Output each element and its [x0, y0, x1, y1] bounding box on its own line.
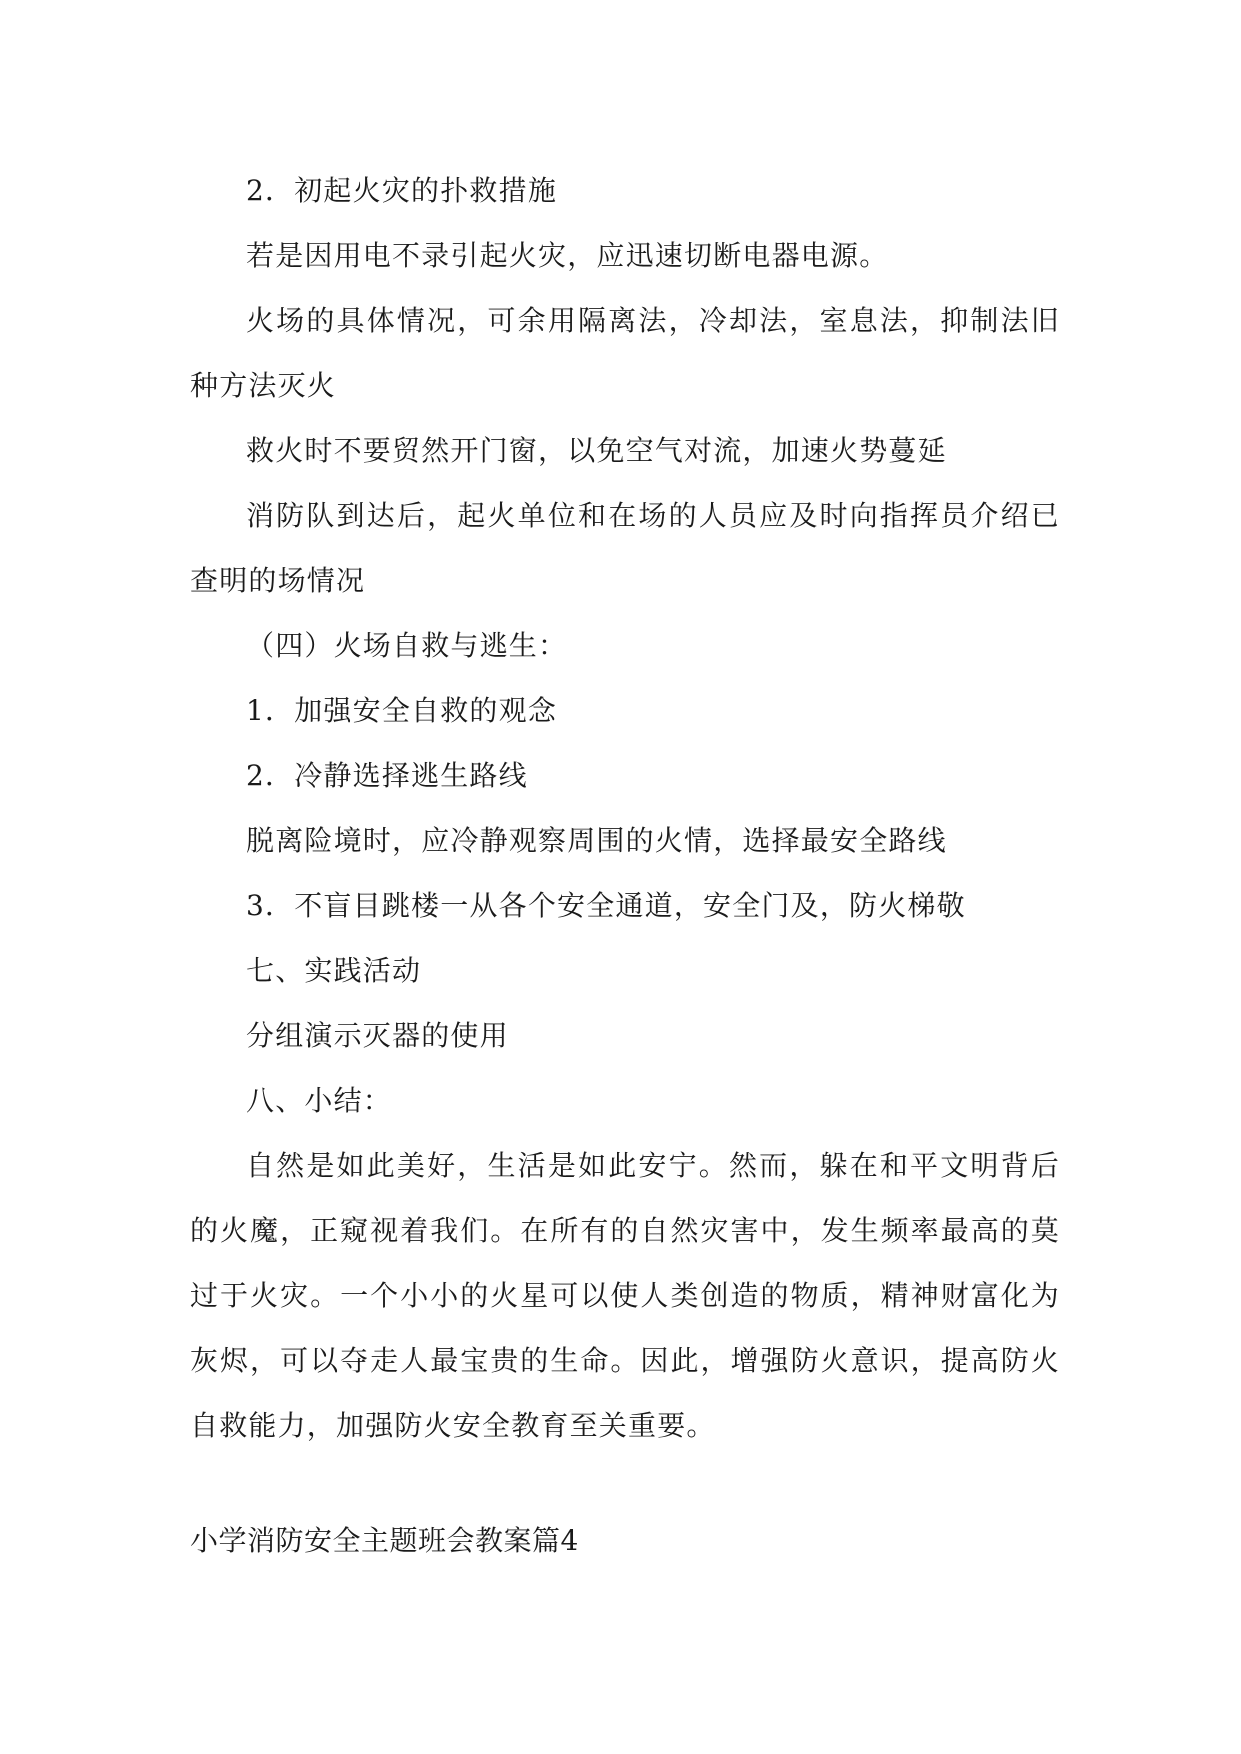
paragraph-self-rescue-awareness: 1．加强安全自救的观念 — [246, 694, 558, 727]
paragraph-extinguish-methods: 火场的具体情况，可余用隔离法，冷却法，室息法，抑制法旧种方法灭火 — [190, 304, 1060, 402]
next-lesson-heading: 小学消防安全主题班会教案篇4 — [190, 1524, 579, 1557]
section-heading-practice: 七、实践活动 — [246, 954, 422, 987]
section-heading-self-rescue: （四）火场自救与逃生： — [246, 629, 568, 662]
paragraph-summary-text: 自然是如此美好，生活是如此安宁。然而，躲在和平文明背后的火魔，正窥视着我们。在所有的自然灾害中，发生频率最高的莫过于火灾。一个小小的火星可以使人类创造的物质，精神财富化为灰烬，可以夺走人最宝贵的生命。因此，增强防火意识，提高防火自救能力，加强防火安全教育至关重要。 — [190, 1149, 1060, 1442]
paragraph-report-to-firefighters: 消防队到达后，起火单位和在场的人员应及时向指挥员介绍已查明的场情况 — [190, 499, 1060, 597]
paragraph-demo-extinguisher: 分组演示灭器的使用 — [246, 1019, 509, 1052]
paragraph-cut-power: 若是因用电不录引起火灾，应迅速切断电器电源。 — [246, 239, 889, 272]
paragraph-no-jumping: 3．不盲目跳楼一从各个安全通道，安全门及，防火梯敬 — [246, 889, 966, 922]
paragraph-observe-fire: 脱离险境时，应冷静观察周围的火情，选择最安全路线 — [246, 824, 947, 857]
paragraph-fire-extinguish-measures: 2．初起火灾的扑救措施 — [246, 174, 558, 207]
paragraph-escape-route: 2．冷静选择逃生路线 — [246, 759, 528, 792]
document-body — [190, 158, 1060, 1458]
section-heading-summary: 八、小结： — [246, 1084, 393, 1117]
paragraph-do-not-open-windows: 救火时不要贸然开门窗，以免空气对流，加速火势蔓延 — [246, 434, 947, 467]
